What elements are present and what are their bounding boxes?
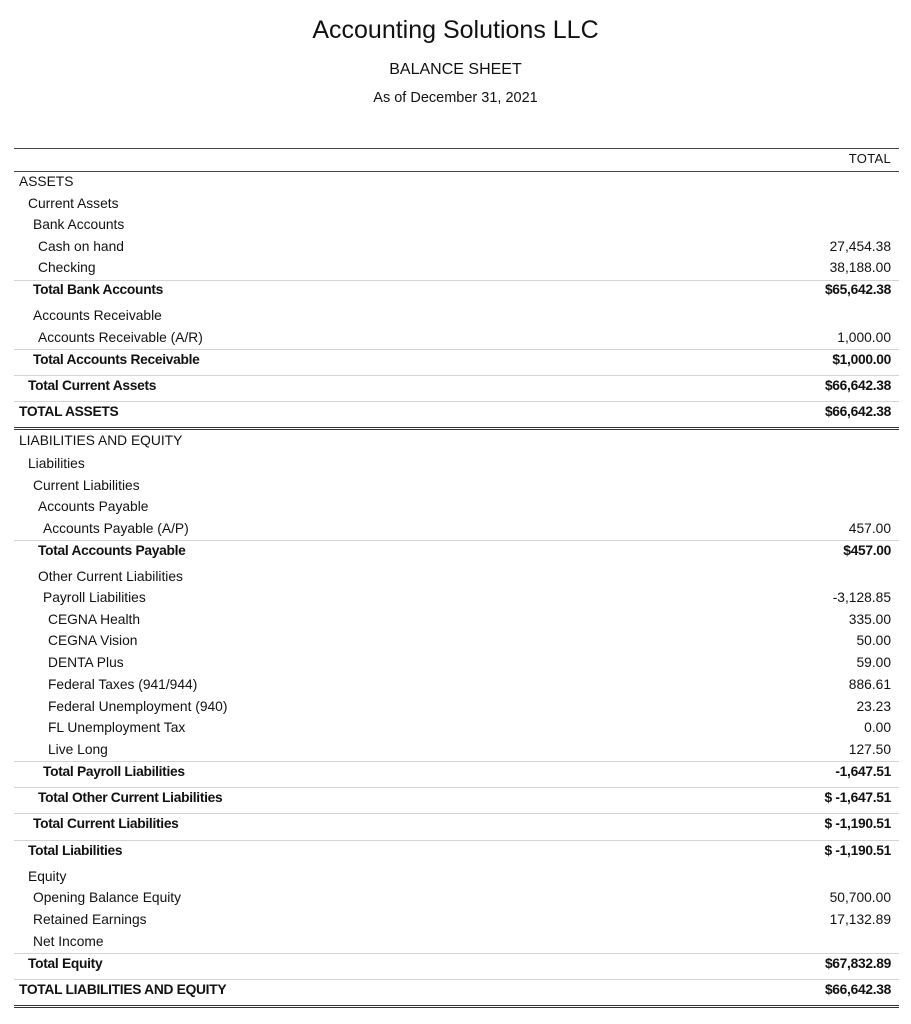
group-bank-accounts xyxy=(14,215,891,235)
company-name: Accounting Solutions LLC xyxy=(312,16,599,44)
row-amount: $ -1,190.51 xyxy=(824,843,891,858)
row-label: Accounts Receivable (A/R) xyxy=(38,330,203,345)
total-row xyxy=(14,762,891,782)
group-other-current-liabilities xyxy=(14,567,891,587)
report-title: BALANCE SHEET xyxy=(389,61,522,78)
row-label: Cash on hand xyxy=(38,239,124,254)
row-amount: -3,128.85 xyxy=(832,590,891,605)
account-row xyxy=(14,237,891,257)
row-amount: 335.00 xyxy=(848,612,891,627)
total-row xyxy=(14,280,891,300)
row-amount: 27,454.38 xyxy=(829,239,891,254)
row-amount: $ -1,190.51 xyxy=(824,816,891,831)
row-label: FL Unemployment Tax xyxy=(48,720,186,735)
row-amount: 38,188.00 xyxy=(829,260,891,275)
row-label: CEGNA Vision xyxy=(48,633,138,648)
row-label: Total Current Assets xyxy=(28,378,157,393)
row-label: TOTAL ASSETS xyxy=(19,404,119,419)
group-current-assets xyxy=(14,194,891,214)
row-label: TOTAL LIABILITIES AND EQUITY xyxy=(19,982,227,997)
row-amount: 1,000.00 xyxy=(837,330,891,345)
account-row xyxy=(14,653,891,673)
row-label: Total Liabilities xyxy=(28,843,123,858)
row-label: Total Accounts Receivable xyxy=(33,352,200,367)
row-amount: $67,832.89 xyxy=(824,956,891,971)
row-amount: 0.00 xyxy=(864,720,891,735)
row-amount: -1,647.51 xyxy=(835,764,891,779)
row-label: Total Current Liabilities xyxy=(33,816,179,831)
account-row xyxy=(14,718,891,738)
row-label: Opening Balance Equity xyxy=(33,890,182,905)
row-amount: $457.00 xyxy=(843,543,891,558)
divider xyxy=(14,148,899,149)
section-assets xyxy=(14,172,891,192)
row-label: LIABILITIES AND EQUITY xyxy=(19,433,183,448)
total-row xyxy=(14,376,891,396)
row-label: Current Assets xyxy=(28,196,119,211)
grand-total-row xyxy=(14,980,891,1000)
double-rule xyxy=(14,427,899,430)
group-accounts-payable xyxy=(14,497,891,517)
account-row xyxy=(14,932,891,952)
row-amount: 886.61 xyxy=(848,677,891,692)
group-equity xyxy=(14,867,891,887)
row-label: Total Bank Accounts xyxy=(33,282,163,297)
total-row xyxy=(14,541,891,561)
row-amount: $65,642.38 xyxy=(824,282,891,297)
account-row xyxy=(14,888,891,908)
account-row xyxy=(14,610,891,630)
column-header-total: TOTAL xyxy=(848,151,891,166)
row-label: Current Liabilities xyxy=(33,478,140,493)
row-label: Accounts Payable xyxy=(38,499,149,514)
account-row xyxy=(14,588,891,608)
row-amount: 457.00 xyxy=(848,521,891,536)
account-row xyxy=(14,675,891,695)
report-date: As of December 31, 2021 xyxy=(373,90,538,106)
row-label: Total Accounts Payable xyxy=(38,543,186,558)
group-current-liabilities xyxy=(14,476,891,496)
row-amount: 50.00 xyxy=(856,633,891,648)
row-label: DENTA Plus xyxy=(48,655,124,670)
row-amount: 50,700.00 xyxy=(829,890,891,905)
account-row xyxy=(14,740,891,760)
row-label: Accounts Receivable xyxy=(33,308,162,323)
row-amount: $66,642.38 xyxy=(824,404,891,419)
row-label: Retained Earnings xyxy=(33,912,147,927)
account-row xyxy=(14,697,891,717)
row-label: Total Other Current Liabilities xyxy=(38,790,223,805)
account-row xyxy=(14,631,891,651)
row-amount: $ -1,647.51 xyxy=(824,790,891,805)
account-row xyxy=(14,519,891,539)
row-amount: 17,132.89 xyxy=(829,912,891,927)
row-label: Equity xyxy=(28,869,67,884)
group-liabilities xyxy=(14,454,891,474)
row-label: Checking xyxy=(38,260,96,275)
row-label: Accounts Payable (A/P) xyxy=(43,521,189,536)
row-label: Federal Unemployment (940) xyxy=(48,699,228,714)
row-amount: 23.23 xyxy=(856,699,891,714)
total-row xyxy=(14,954,891,974)
section-liabilities-equity xyxy=(14,431,891,451)
row-label: CEGNA Health xyxy=(48,612,141,627)
grand-total-row xyxy=(14,402,891,422)
row-label: Total Payroll Liabilities xyxy=(43,764,185,779)
double-rule xyxy=(14,1005,899,1008)
row-amount: $1,000.00 xyxy=(832,352,891,367)
total-row xyxy=(14,788,891,808)
row-label: Other Current Liabilities xyxy=(38,569,183,584)
total-row xyxy=(14,814,891,834)
row-label: Total Equity xyxy=(28,956,103,971)
row-label: Live Long xyxy=(48,742,108,757)
row-label: Federal Taxes (941/944) xyxy=(48,677,198,692)
row-label: Liabilities xyxy=(28,456,85,471)
row-amount: $66,642.38 xyxy=(824,982,891,997)
group-accounts-receivable xyxy=(14,306,891,326)
account-row xyxy=(14,328,891,348)
account-row xyxy=(14,910,891,930)
row-label: Payroll Liabilities xyxy=(43,590,146,605)
row-label: ASSETS xyxy=(19,174,74,189)
row-label: Bank Accounts xyxy=(33,217,125,232)
row-amount: 59.00 xyxy=(856,655,891,670)
total-row xyxy=(14,841,891,861)
row-amount: $66,642.38 xyxy=(824,378,891,393)
row-label: Net Income xyxy=(33,934,104,949)
account-row xyxy=(14,258,891,278)
total-row xyxy=(14,350,891,370)
row-amount: 127.50 xyxy=(848,742,891,757)
